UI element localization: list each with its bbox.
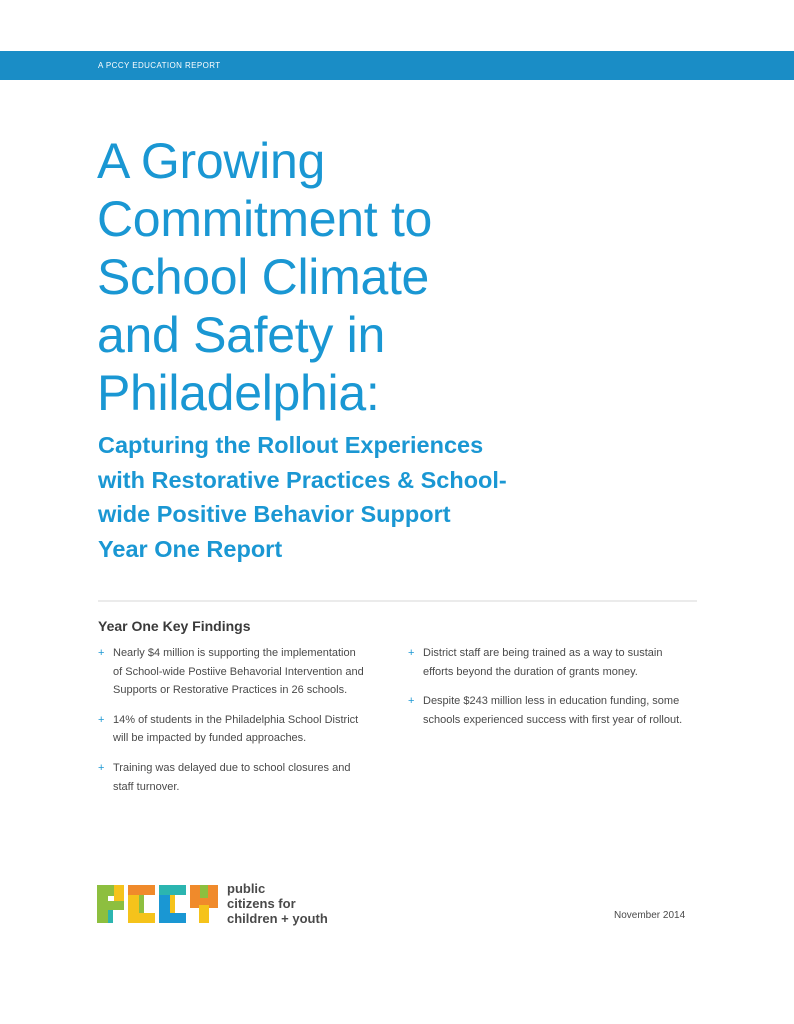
banner-label: A PCCY EDUCATION REPORT [98,61,221,70]
plus-bullet-icon: + [98,647,105,659]
finding-line: 14% of students in the Philadelphia School District [113,713,359,726]
finding-item [98,759,388,796]
finding-item [98,644,388,700]
finding-line: staff turnover. [113,780,180,793]
title-line: and Safety in [97,307,385,363]
findings-list-left [98,644,388,807]
plus-bullet-icon: + [98,761,105,774]
findings-list-right [408,644,703,740]
title-line: Commitment to [97,191,433,247]
title-line: School Climate [97,249,430,305]
finding-line: Supports or Restorative Practices in 26 schools. [113,684,348,697]
finding-line: Nearly $4 million is supporting the implementation [113,647,356,659]
finding-line: Training was delayed due to school closures and [113,761,351,774]
logo-tagline-line: public [227,881,266,896]
logo-letter-c [128,885,155,923]
finding-line: Despite $243 million less in education funding, some [423,695,680,708]
subtitle-line: wide Positive Behavior Support [98,501,451,527]
findings-heading: Year One Key Findings [98,618,251,634]
plus-bullet-icon: + [98,713,105,726]
finding-item [98,711,388,748]
finding-line: efforts beyond the duration of grants money. [423,665,638,678]
subtitle-line: Capturing the Rollout Experiences [98,432,484,458]
plus-bullet-icon: + [408,647,415,659]
title-line: Philadelphia: [97,365,380,421]
report-date: November 2014 [614,910,686,921]
logo-tagline [227,881,328,926]
subtitle [98,428,698,566]
logo-tagline-line: citizens for [227,896,296,911]
logo-letter-y [190,885,218,923]
section-divider [98,600,697,602]
logo-letter-p [97,885,124,923]
plus-bullet-icon: + [408,695,415,708]
logo-tagline-line: children + youth [227,911,328,926]
finding-item [408,644,703,681]
finding-item [408,692,703,729]
pccy-logo-mark-icon [97,881,219,927]
finding-line: will be impacted by funded approaches. [113,732,307,745]
finding-line: schools experienced success with first year of rollout. [423,713,683,726]
subtitle-line: Year One Report [98,535,283,562]
report-banner [0,51,794,80]
finding-line: District staff are being trained as a way to sustain [423,647,663,659]
main-title [97,132,697,422]
title-line: A Growing [97,133,325,189]
subtitle-line: with Restorative Practices & School- [98,466,507,493]
finding-line: of School-wide Postiive Behavorial Intervention and [113,665,364,678]
pccy-logo [97,881,337,927]
logo-letter-c [159,885,186,923]
